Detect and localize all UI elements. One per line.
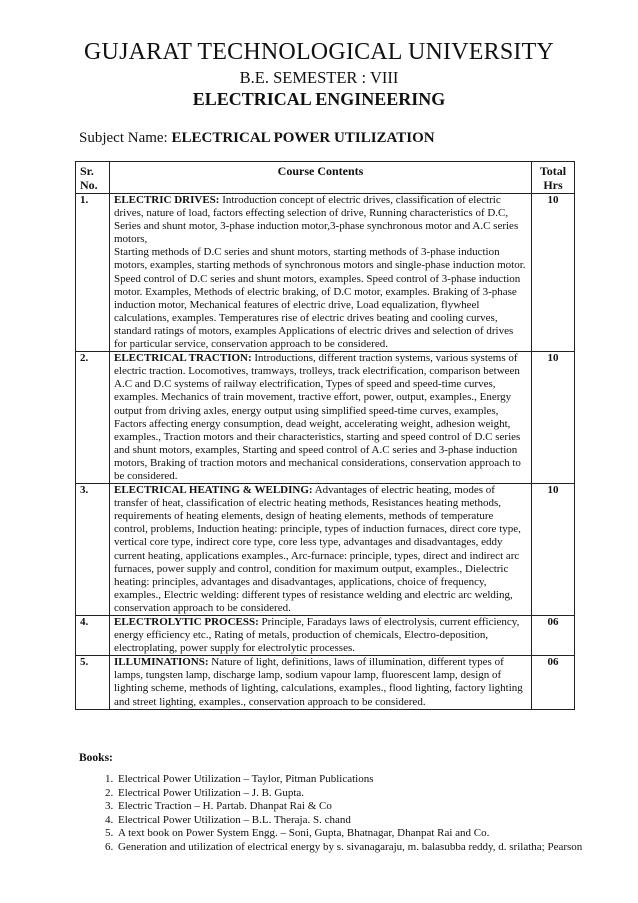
row-content <box>110 352 532 484</box>
row-sr: 2. <box>76 352 110 484</box>
semester-heading: B.E. SEMESTER : VIII <box>239 68 399 87</box>
row-sr: 1. <box>76 194 110 352</box>
list-item: 6. Generation and utilization of electrical energy by s. sivanagaraju, m. balasubba reddy, d. srilatha; Pearson <box>116 841 586 855</box>
row-sr: 5. <box>76 656 110 709</box>
table-row <box>76 194 575 352</box>
row-content <box>110 484 532 616</box>
row-sr: 3. <box>76 484 110 616</box>
unit-text: Principle, Faradays laws of electrolysis, current efficiency, energy efficiency etc., Rating of metals, production of chemicals, Electro-deposition, electroplating, power supply for electrolytic processes. <box>114 616 520 655</box>
row-sr: 4. <box>76 616 110 656</box>
list-item: 5. A text book on Power System Engg. – Soni, Gupta, Bhatnagar, Dhanpat Rai and Co. <box>116 827 586 841</box>
unit-text: Introductions, different traction systems, various systems of electric traction. Locomotives, tramways, trolleys, track electrification, comparison between A.C and D.C systems of railway electrification, Types of speed and speed-time curves, examples. Mechanics of train movement, tractive effort, power, output, examples., Energy output from driving axles, energy output using simplified speed-time curves, examples, Factors affecting energy consumption, dead weight, accelerating weight, adhesion weight, examples., Traction motors and their characteristics, starting and speed control of D.C series and shunt motors, examples, Starting and speed control of A.C series and 3-phase induction motors, Braking of traction motors and mechanical considerations, conservation approach to be considered. <box>114 352 521 482</box>
list-item: 4. Electrical Power Utilization – B.L. Theraja. S. chand <box>116 814 586 828</box>
unit-title: ILLUMINATIONS: <box>114 656 209 669</box>
books-list <box>79 773 586 855</box>
row-content <box>110 656 532 709</box>
row-content <box>110 616 532 656</box>
row-hrs: 10 <box>532 352 575 484</box>
course-contents-table <box>75 161 575 710</box>
row-hrs: 06 <box>532 616 575 656</box>
row-hrs: 10 <box>532 194 575 352</box>
subject-name: ELECTRICAL POWER UTILIZATION <box>171 130 435 146</box>
unit-title: ELECTRICAL TRACTION: <box>114 352 252 365</box>
subject-label: Subject Name: <box>79 130 168 146</box>
table-row <box>76 352 575 484</box>
unit-text: Nature of light, definitions, laws of illumination, different types of lamps, tungsten lamp, discharge lamp, sodium vapour lamp, fluorescent lamp, design of lighting scheme, methods of lighting, calculations, examples., flood lighting, factory lighting and street lighting, examples., conservation approach to be considered. <box>114 656 523 708</box>
unit-title: ELECTRICAL HEATING & WELDING: <box>114 484 313 497</box>
table-row <box>76 656 575 709</box>
list-item: 2. Electrical Power Utilization – J. B. Gupta. <box>116 787 586 801</box>
table-row <box>76 484 575 616</box>
header-sr-no: Sr. No. <box>76 162 110 194</box>
header-course-contents: Course Contents <box>110 162 532 194</box>
row-hrs: 06 <box>532 656 575 709</box>
branch-heading: ELECTRICAL ENGINEERING <box>192 89 446 109</box>
table-header-row <box>76 162 575 194</box>
unit-text-continued: Starting methods of D.C series and shunt motors, starting methods of 3-phase induction motors, examples, starting methods of synchronous motors and single-phase induction motor. Speed control of D.C series and shunt motors, examples. Speed control of 3-phase induction motor. Examples, Methods of electric braking, of D.C motor, examples. Braking of 3-phase induction motor, Mechanical features of electric drive, Load equalization, flywheel calculations, examples. Temperatures rise of electric drives beating and cooling curves, standard ratings of motors, examples Applications of electric drives and selection of drives for particular service, conservation approach to be considered. <box>114 246 526 351</box>
row-content <box>110 194 532 352</box>
university-title: GUJARAT TECHNOLOGICAL UNIVERSITY <box>84 39 554 65</box>
unit-text: Introduction concept of electric drives, classification of electric drives, nature of load, factors effecting selection of drive, Running characteristics of D.C, Series and shunt motor, 3-phase induction motor,3-phase synchronous motor and A.C series motors, <box>114 194 519 246</box>
list-item: 1. Electrical Power Utilization – Taylor, Pitman Publications <box>116 773 586 787</box>
unit-title: ELECTRIC DRIVES: <box>114 194 220 206</box>
table-row <box>76 616 575 656</box>
row-hrs: 10 <box>532 484 575 616</box>
books-heading: Books: <box>79 752 113 764</box>
unit-text: Advantages of electric heating, modes of transfer of heat, classification of electric heating methods, Resistances heating methods, requirements of heating elements, design of heating elements, methods of temperature control, problems, Induction heating: principle, types of induction furnaces, direct core type, vertical core type, indirect core type, core less type, advantages and disadvantages, eddy current heating, applications examples., Arc-furnace: principle, types, direct and indirect arc furnaces, power supply and control, condition for maximum output, examples., Dielectric heating: principles, advantages and disadvantages, applications, choice of frequency, examples., Electric welding: different types of resistance welding and electric arc welding, conservation approach to be considered. <box>114 484 521 614</box>
list-item: 3. Electric Traction – H. Partab. Dhanpat Rai & Co <box>116 800 586 814</box>
subject-line <box>79 129 435 147</box>
header-total-hrs: Total Hrs <box>532 162 575 194</box>
unit-title: ELECTROLYTIC PROCESS: <box>114 616 259 628</box>
